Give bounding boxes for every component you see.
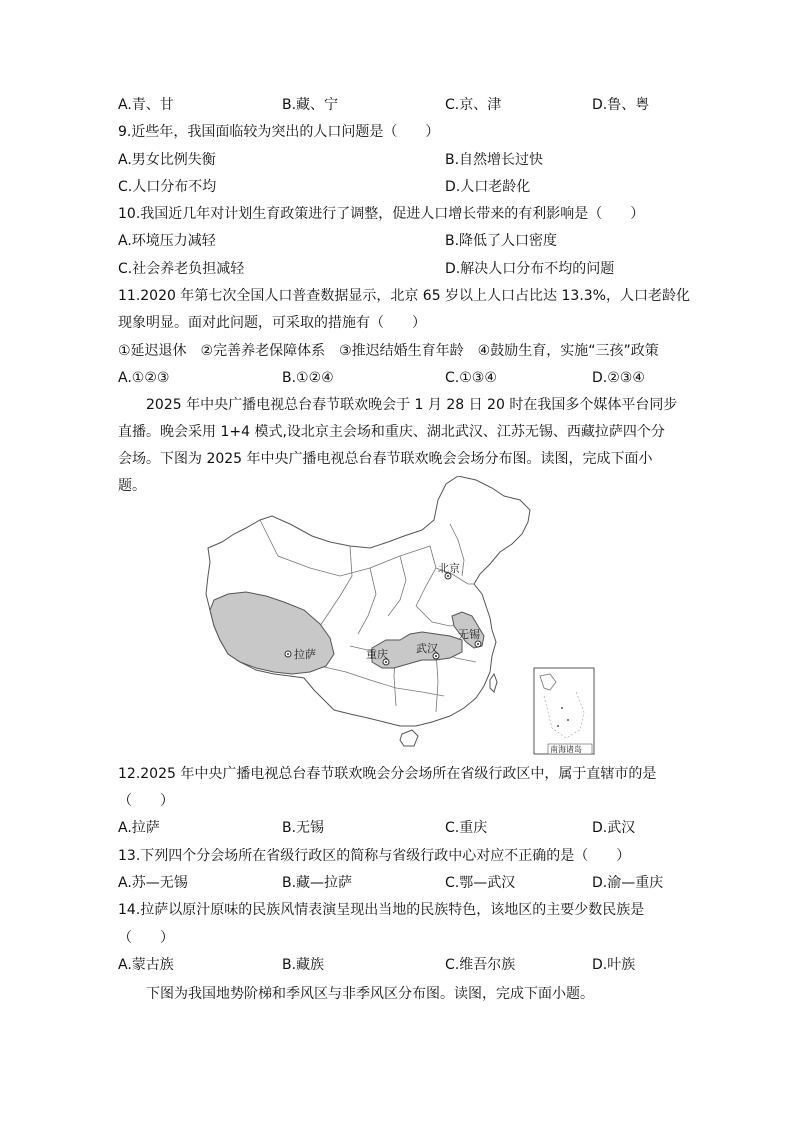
taiwan-island [490,674,497,692]
q9-stem: 9.近些年，我国面临较为突出的人口问题是（ ） [118,124,440,140]
q9-options-row2 [118,177,678,197]
q12-stem-line1: 12.2025 年中央广播电视总台春节联欢晚会分会场所在省级行政区中，属于直辖市的是 [118,766,657,782]
q13-options [118,873,678,893]
q14-stem-line2: （ ） [118,930,174,946]
q12-option-a: A.拉萨 [118,820,160,836]
q11-option-d: D.②③④ [592,370,645,386]
q12-options [118,818,678,838]
q10-option-d: D.解决人口分布不均的问题 [445,261,615,277]
q11-measures: ①延迟退休 ②完善养老保障体系 ③推迟结婚生育年龄 ④鼓励生育，实施“三孩”政策 [118,343,659,359]
q9-option-a: A.男女比例失衡 [118,152,216,168]
q13-option-d: D.渝—重庆 [592,875,664,891]
beijing-label: 北京 [438,562,460,575]
q14-option-c: C.维吾尔族 [445,957,516,973]
q14-options [118,955,678,975]
q10-options-row1 [118,231,678,251]
q12-option-d: D.武汉 [592,820,636,836]
china-map-svg [200,476,600,758]
q14-option-d: D.叶族 [592,957,636,973]
wuxi-label: 无锡 [458,628,480,641]
q11-options [118,368,678,388]
q8-option-d: D.鲁、粤 [592,97,650,113]
inset-label: 南海诸岛 [550,745,582,754]
hainan-island [400,730,418,746]
q13-stem: 13.下列四个分会场所在省级行政区的简称与省级行政中心对应不正确的是（ ） [118,848,631,864]
q10-option-a: A.环境压力减轻 [118,233,216,249]
q8-option-b: B.藏、宁 [282,97,339,113]
q11-option-a: A.①②③ [118,370,170,386]
q13-option-c: C.鄂—武汉 [445,875,516,891]
passage-spring-gala: 2025 年中央广播电视总台春节联欢晚会于 1 月 28 日 20 时在我国多个媒体平台同步直播。晚会采用 1+4 模式,设北京主会场和重庆、湖北武汉、江苏无锡、西藏拉萨四个分会场。下图为 2025 年中央广播电视总台春节联欢晚会会场分布图。读图，完成下面小题。 [118,397,678,494]
china-venue-map [200,476,600,758]
chongqing-label: 重庆 [366,648,388,661]
q14-option-b: B.藏族 [282,957,325,973]
wuhan-label: 武汉 [416,642,438,655]
q13-option-b: B.藏—拉萨 [282,875,353,891]
q9-option-c: C.人口分布不均 [118,179,217,195]
q9-options-row1 [118,150,678,170]
q11-option-c: C.①③④ [445,370,497,386]
q11-option-b: B.①②④ [282,370,334,386]
q8-option-a: A.青、甘 [118,97,174,113]
q10-option-b: B.降低了人口密度 [445,233,558,249]
q12-stem-line2: （ ） [118,793,174,809]
q14-option-a: A.蒙古族 [118,957,174,973]
q12-option-b: B.无锡 [282,820,325,836]
lhasa-label: 拉萨 [294,648,316,661]
q10-option-c: C.社会养老负担减轻 [118,261,245,277]
q13-option-a: A.苏—无锡 [118,875,188,891]
q11-stem-line1: 11.2020 年第七次全国人口普查数据显示，北京 65 岁以上人口占比达 13.3%，人口老龄化 [118,288,690,304]
q10-stem: 10.我国近几年对计划生育政策进行了调整，促进人口增长带来的有利影响是（ ） [118,206,645,222]
q8-option-c: C.京、津 [445,97,502,113]
q12-option-c: C.重庆 [445,820,488,836]
passage-terrain-monsoon: 下图为我国地势阶梯和季风区与非季风区分布图。读图，完成下面小题。 [146,986,594,1002]
south-china-sea-inset [534,668,594,754]
q10-options-row2 [118,259,678,279]
q8-options [118,95,678,115]
q14-stem-line1: 14.拉萨以原汁原味的民族风情表演呈现出当地的民族特色，该地区的主要少数民族是 [118,902,645,918]
q9-option-d: D.人口老龄化 [445,179,531,195]
q11-stem-line2: 现象明显。面对此问题，可采取的措施有（ ） [118,315,426,331]
q9-option-b: B.自然增长过快 [445,152,544,168]
